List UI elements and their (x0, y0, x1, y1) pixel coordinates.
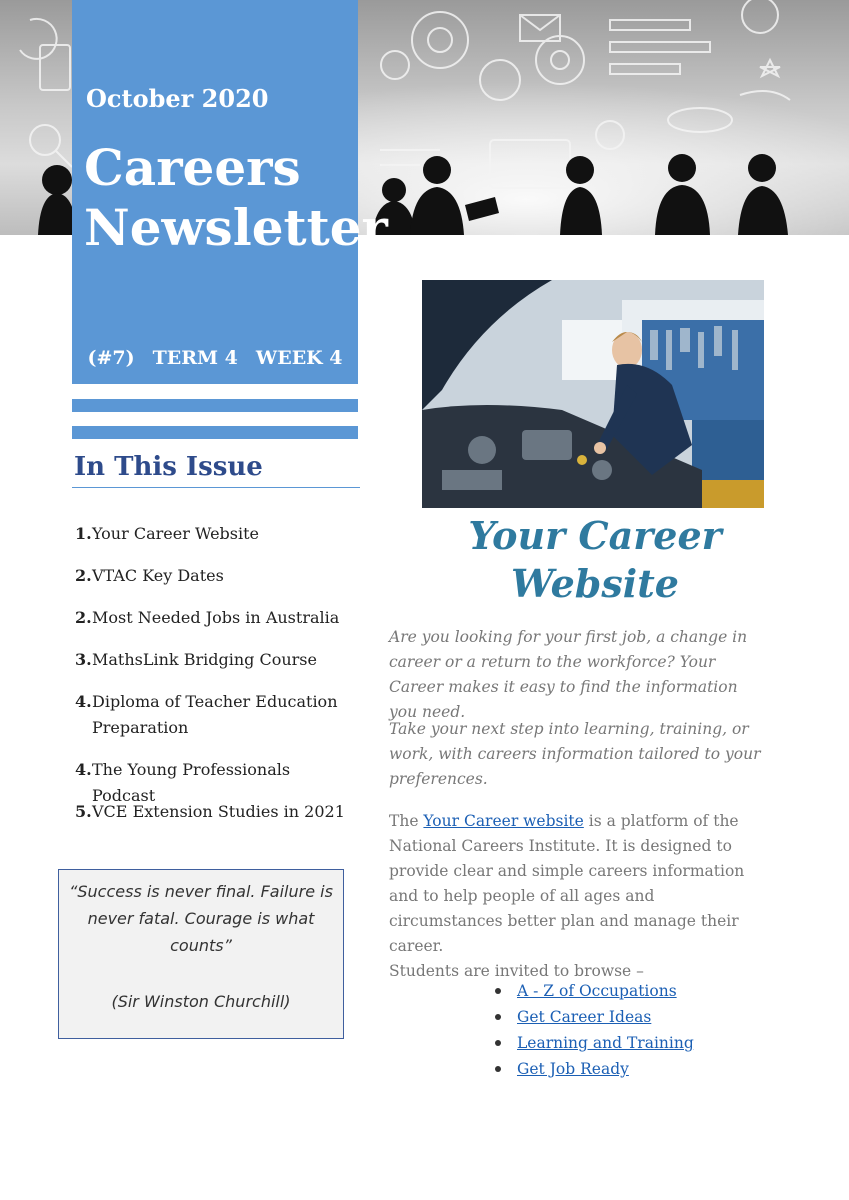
contents-item[interactable]: 5. VCE Extension Studies in 2021 (75, 802, 345, 821)
newsletter-title: Careers Newsletter (84, 138, 388, 257)
browse-text: Students are invited to browse – (389, 962, 644, 980)
quote-text: “Success is never final. Failure is never fatal. Courage is what counts” (69, 882, 333, 955)
divider-bar-bottom (72, 426, 358, 439)
issue-date: October 2020 (86, 84, 269, 113)
quote-author: (Sir Winston Churchill) (111, 992, 291, 1011)
newsletter-title-block (72, 0, 388, 384)
contents-item[interactable]: 4. The Young Professionals Podcast (75, 760, 291, 805)
list-item (495, 1004, 694, 1030)
bullet-icon (495, 1014, 501, 1020)
learning-training-link[interactable]: Learning and Training (517, 1034, 694, 1052)
article-title: Your Career Website (468, 513, 722, 606)
woman-working-on-car-engine-image (422, 280, 764, 508)
divider-bar-top (72, 399, 358, 412)
contents-heading: In This Issue (74, 452, 263, 482)
bullet-icon (495, 988, 501, 994)
quote-box (58, 869, 344, 1039)
week-label: WEEK 4 (255, 347, 343, 369)
mechanic-photo (422, 280, 764, 508)
list-item (495, 1056, 694, 1082)
list-item (495, 978, 694, 1004)
contents-item[interactable]: 2. VTAC Key Dates (75, 566, 224, 585)
issue-number: (#7) (87, 347, 135, 369)
contents-item[interactable]: 1. Your Career Website (75, 524, 260, 543)
occupations-link[interactable]: A - Z of Occupations (517, 982, 677, 1000)
issue-term-week (72, 347, 358, 369)
job-ready-link[interactable]: Get Job Ready (517, 1060, 629, 1078)
contents-heading-rule (72, 487, 360, 488)
browse-links-list (495, 978, 694, 1082)
career-ideas-link[interactable]: Get Career Ideas (517, 1008, 652, 1026)
article-lead-paragraph: Are you looking for your first job, a change in career or a return to the workforce? Your Career makes it easy to find the information you need. (389, 628, 748, 721)
term-label: TERM 4 (152, 347, 238, 369)
contents-item[interactable]: 3. MathsLink Bridging Course (75, 650, 317, 669)
bullet-icon (495, 1066, 501, 1072)
bullet-icon (495, 1040, 501, 1046)
list-item (495, 1030, 694, 1056)
your-career-website-link[interactable]: Your Career website (423, 812, 584, 830)
article-lead-paragraph-2: Take your next step into learning, training, or work, with careers information tailored to your preferences. (389, 720, 761, 788)
article-body-paragraph: The Your Career website is a platform of the National Careers Institute. It is designed to provide clear and simple careers information and to help people of all ages and circumstances better plan and manage their career. Students are invited to browse – (389, 812, 745, 980)
contents-item[interactable]: 2. Most Needed Jobs in Australia (75, 608, 340, 627)
contents-item[interactable]: 4. Diploma of Teacher Education Preparation (75, 692, 338, 737)
